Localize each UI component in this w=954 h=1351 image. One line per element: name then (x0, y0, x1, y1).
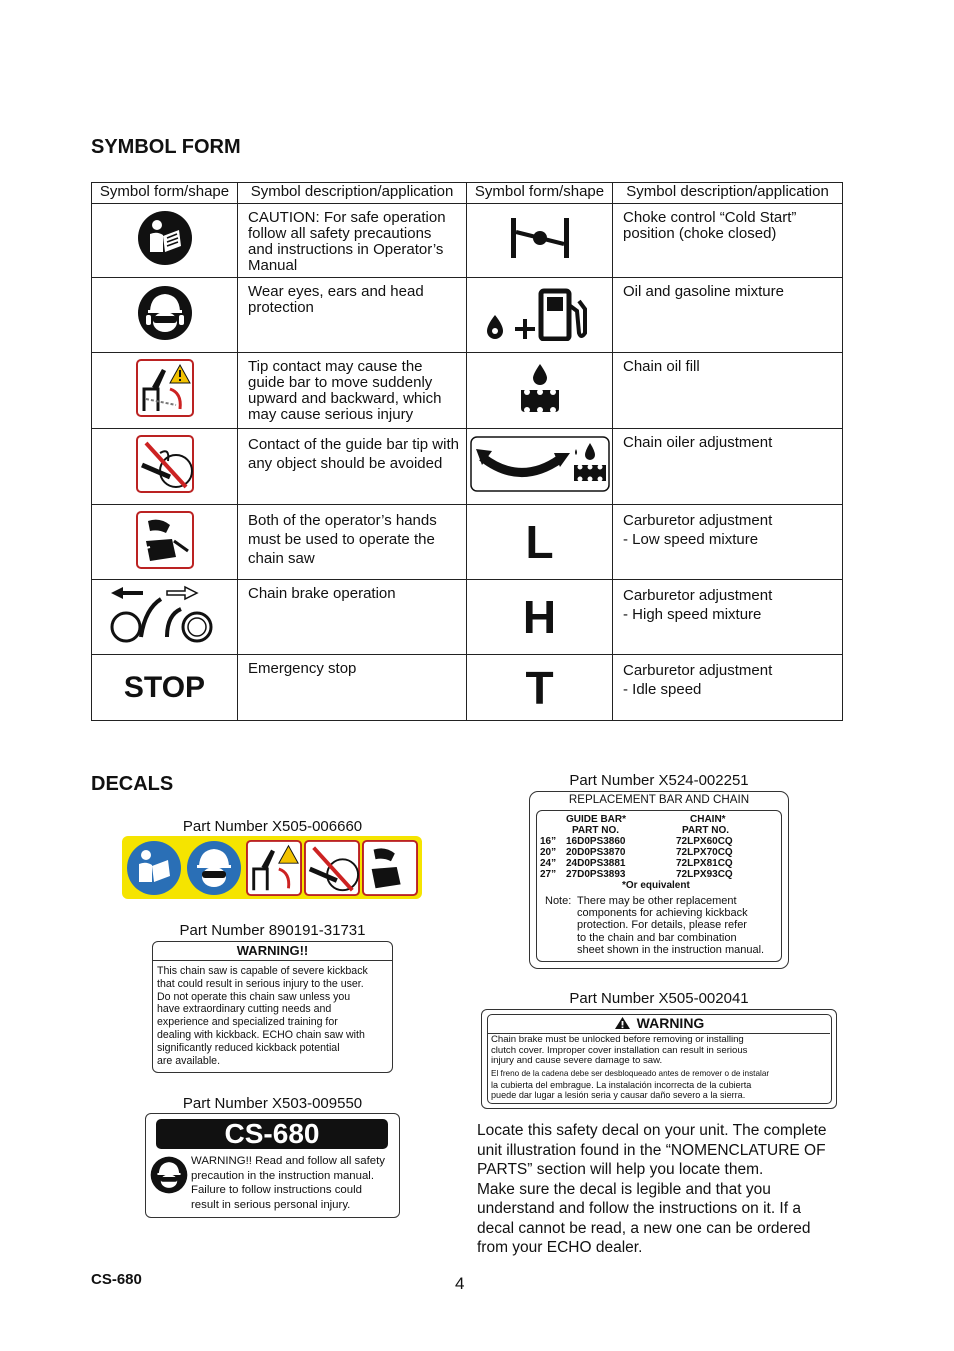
chain-brake-icon (92, 580, 238, 655)
bar-tip-contact-icon (304, 840, 360, 896)
model-warning-decal (145, 1113, 400, 1218)
table-row (92, 353, 843, 429)
paragraph-line: Locate this safety decal on your unit. The complete (477, 1122, 827, 1139)
warning-triangle-icon (614, 1016, 631, 1030)
fuel-mixture-icon (467, 278, 613, 353)
symbol-description: Wear eyes, ears and head protection (238, 278, 467, 353)
equivalent-note: *Or equivalent (622, 880, 690, 891)
symbol-description: Emergency stop (238, 655, 467, 721)
decal-line: Chain brake must be unlocked before removing or installing (491, 1034, 744, 1045)
note-label: Note: (545, 895, 572, 907)
symbol-table (91, 182, 843, 721)
decal-line: significantly reduced kickback potential (157, 1041, 340, 1054)
decal-line: have extraordinary cutting needs and (157, 1003, 332, 1016)
paragraph-line: unit illustration found in the “NOMENCLATURE OF (477, 1141, 826, 1159)
note-line: sheet shown in the instruction manual. (577, 943, 765, 956)
kickback-warning-icon (92, 353, 238, 429)
decals-heading: DECALS (91, 773, 174, 795)
note-line: to the chain and bar combination (577, 931, 737, 944)
table-row (540, 847, 780, 858)
chain-oil-icon (467, 353, 613, 429)
bar-length: 16” (540, 836, 557, 847)
decal-line: WARNING!! Read and follow all safety (191, 1155, 385, 1167)
part-number-label: Part Number X503-009550 (182, 1095, 363, 1112)
symbol-description: CAUTION: For safe operation follow all safety precautions and instructions in Operator’s Manual (238, 204, 467, 278)
chain-part: 72LPX81CQ (676, 858, 733, 869)
protective-gear-icon (92, 278, 238, 353)
part-number-label: Part Number X505-002041 (569, 990, 749, 1007)
symbol-description (613, 580, 843, 655)
high-speed-letter: H (467, 580, 613, 655)
bar-length: 27” (540, 869, 557, 880)
chain-part: 72LPX93CQ (676, 869, 733, 880)
oiler-adjust-icon (467, 429, 613, 505)
table-row (92, 204, 843, 278)
symbol-description: Chain brake operation (238, 580, 467, 655)
decal-pictogram-strip (122, 836, 422, 899)
read-manual-icon (92, 204, 238, 278)
paragraph-line: Make sure the decal is legible and that you (477, 1180, 771, 1198)
symbol-description: Contact of the guide bar tip with any object should be avoided (238, 429, 467, 505)
bar-part: 27D0PS3893 (566, 869, 626, 880)
part-number-label: Part Number 890191-31731 (179, 922, 366, 939)
column-header: Symbol form/shape (92, 183, 238, 204)
chain-part: 72LPX60CQ (676, 836, 733, 847)
paragraph-line: understand and follow the instructions on it. If a (477, 1200, 801, 1217)
page-number: 4 (455, 1274, 465, 1293)
table-row (540, 869, 780, 880)
footer-model: CS-680 (91, 1271, 142, 1288)
description-line: Carburetor adjustment (623, 512, 773, 529)
part-number-label: Part Number X524-002251 (569, 772, 749, 789)
chain-part: 72LPX70CQ (676, 847, 733, 858)
symbol-description (613, 655, 843, 721)
column-subheader: PART NO. (572, 825, 620, 836)
kickback-warning-icon (246, 840, 302, 896)
decal-line: injury and cause severe damage to saw. (491, 1055, 663, 1067)
description-line: - Idle speed (623, 681, 702, 698)
table-row (540, 836, 780, 847)
decal-body-es (491, 1069, 831, 1101)
symbol-description (613, 505, 843, 580)
low-speed-letter: L (467, 505, 613, 580)
decal-body (191, 1154, 399, 1212)
symbol-description: Chain oil fill (613, 353, 843, 429)
bar-part: 16D0PS3860 (566, 836, 626, 847)
model-badge: CS-680 (156, 1119, 388, 1149)
decal-title: WARNING (636, 1015, 705, 1031)
column-header: GUIDE BAR* (566, 814, 627, 825)
two-hands-icon (92, 505, 238, 580)
read-manual-icon (126, 840, 182, 896)
column-header: CHAIN* (690, 814, 726, 825)
bar-length: 24” (540, 858, 557, 869)
decal-line: la cubierta del embrague. La instalación incorrecta de la cubierta (491, 1079, 752, 1090)
kickback-warning-decal (152, 941, 393, 1073)
decal-line: Failure to follow instructions could (191, 1184, 362, 1197)
replacement-bar-chain-decal (529, 791, 789, 969)
description-line: Carburetor adjustment (623, 662, 773, 679)
chain-brake-warning-decal (481, 1009, 837, 1109)
table-row (92, 278, 843, 353)
two-hands-icon (362, 840, 418, 896)
symbol-form-heading: SYMBOL FORM (91, 136, 241, 158)
decal-title: REPLACEMENT BAR AND CHAIN (568, 793, 750, 806)
decal-line: clutch cover. Improper cover installation can result in serious (491, 1044, 748, 1056)
decal-instructions (477, 1121, 857, 1258)
stop-symbol: STOP (92, 655, 238, 721)
description-line: - High speed mixture (623, 606, 762, 623)
description-line: - Low speed mixture (623, 531, 759, 548)
choke-closed-icon (467, 204, 613, 278)
column-subheader: PART NO. (682, 825, 730, 836)
symbol-description: Chain oiler adjustment (613, 429, 843, 505)
symbol-table-header (92, 183, 843, 204)
decal-title: WARNING!! (153, 942, 392, 961)
note-line: There may be other replacement (577, 895, 737, 907)
decal-body (153, 961, 392, 1067)
column-header: Symbol description/application (613, 183, 843, 204)
note-line: components for achieving kickback (577, 907, 748, 920)
decal-line: Do not operate this chain saw unless you (157, 990, 351, 1003)
part-table (540, 814, 780, 892)
table-row (92, 505, 843, 580)
decal-line: experience and specialized training for (157, 1016, 338, 1029)
decal-line: dealing with kickback. ECHO chain saw with (157, 1028, 365, 1041)
column-header: Symbol form/shape (467, 183, 613, 204)
decal-line: precaution in the instruction manual. (191, 1169, 374, 1182)
note-line: protection. For details, please refer (577, 919, 747, 932)
table-row (92, 655, 843, 721)
decal-line: are available. (157, 1054, 221, 1067)
symbol-description: Choke control “Cold Start” position (choke closed) (613, 204, 843, 278)
decal-line: puede dar lugar a lesión seria y causar daño severo a la sierra. (491, 1090, 746, 1101)
decal-line: El freno de la cadena debe ser desbloqueado antes de remover o de instalar (491, 1069, 770, 1078)
table-row (92, 580, 843, 655)
decal-line: that could result in serious injury to the user. (157, 977, 364, 990)
decal-line: result in serious personal injury. (191, 1198, 351, 1211)
symbol-description: Oil and gasoline mixture (613, 278, 843, 353)
protective-gear-icon (186, 840, 242, 896)
symbol-description: Tip contact may cause the guide bar to move suddenly upward and backward, which may cause serious injury (238, 353, 467, 429)
column-header: Symbol description/application (238, 183, 467, 204)
table-row (92, 429, 843, 505)
table-row (540, 858, 780, 869)
protective-gear-icon (150, 1156, 188, 1194)
decal-title-row (482, 1014, 836, 1034)
decal-line: This chain saw is capable of severe kickback (157, 965, 368, 977)
paragraph-line: from your ECHO dealer. (477, 1239, 643, 1256)
paragraph-line: PARTS” section will help you locate them. (477, 1161, 764, 1178)
decal-body-en (491, 1035, 831, 1067)
paragraph-line: decal cannot be read, a new one can be ordered (477, 1219, 811, 1237)
part-number-label: Part Number X505-006660 (182, 818, 363, 835)
note-body (577, 895, 787, 956)
bar-part: 24D0PS3881 (566, 858, 626, 869)
bar-length: 20” (540, 847, 557, 858)
idle-speed-letter: T (467, 655, 613, 721)
description-line: Carburetor adjustment (623, 587, 773, 604)
symbol-description: Both of the operator’s hands must be used to operate the chain saw (238, 505, 467, 580)
bar-tip-contact-icon (92, 429, 238, 505)
bar-part: 20D0PS3870 (566, 847, 626, 858)
